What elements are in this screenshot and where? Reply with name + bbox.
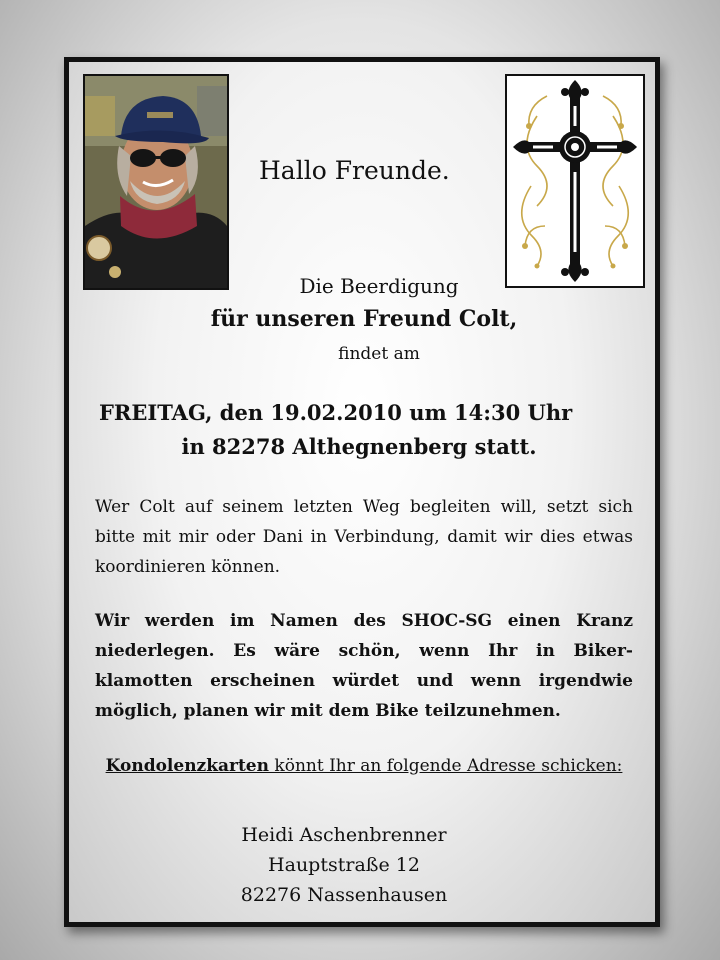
- condolence-rest: könnt Ihr an folgende Adresse schicken:: [269, 756, 623, 776]
- notice-frame: [64, 57, 660, 927]
- greeting-heading: Hallo Freunde.: [259, 156, 450, 185]
- intro-line-3: findet am: [338, 344, 420, 364]
- address-city: 82276 Nassenhausen: [240, 884, 448, 906]
- intro-line-2: für unseren Freund Colt,: [210, 306, 518, 332]
- paragraph-wreath: [95, 606, 633, 726]
- paragraph-wreath-text: Wir werden im Namen des SHOC-SG einen Kranz niederlegen. Es wäre schön, wenn Ihr in Biker-klamotten erscheinen würdet und wenn irgendwie möglich, planen wir mit dem Bike teilzunehmen.: [95, 611, 633, 721]
- paragraph-coordination-text: Wer Colt auf seinem letzten Weg begleiten will, setzt sich bitte mit mir oder Dani in Verbindung, damit wir dies etwas koordinieren können.: [95, 497, 633, 577]
- date-line: FREITAG, den 19.02.2010 um 14:30 Uhr: [99, 400, 573, 425]
- address-street: Hauptstraße 12: [268, 854, 420, 876]
- place-line: in 82278 Althegnenberg statt.: [181, 434, 537, 459]
- cross-icon: [507, 76, 643, 286]
- condolence-bold: Kondolenzkarten: [105, 756, 269, 776]
- ornate-cross-image: [505, 74, 645, 288]
- portrait-photo: [83, 74, 229, 290]
- intro-line-1: Die Beerdigung: [299, 274, 459, 298]
- portrait-illustration: [85, 76, 227, 288]
- condolence-note: [95, 752, 633, 780]
- address-name: Heidi Aschenbrenner: [241, 824, 447, 846]
- paragraph-coordination: [95, 492, 633, 582]
